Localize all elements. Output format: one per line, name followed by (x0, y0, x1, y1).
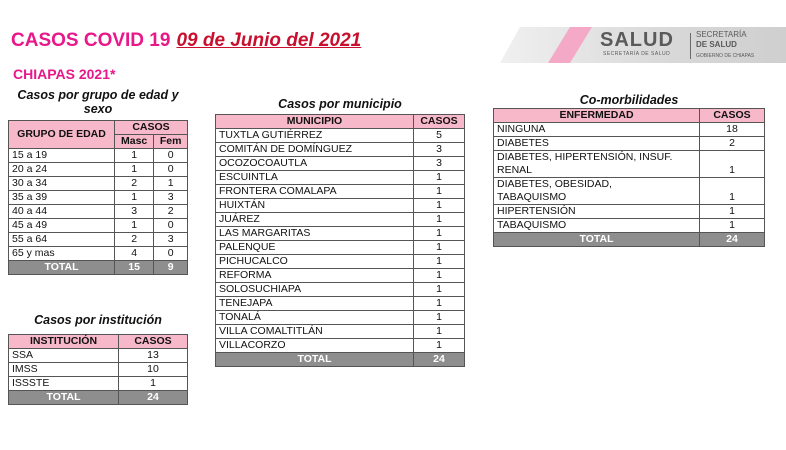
edad-masc-cell: 2 (115, 233, 154, 247)
municipio-casos-cell: 1 (414, 171, 465, 185)
institucion-casos-cell: 13 (119, 349, 188, 363)
comorb-casos-cell: 1 (700, 151, 765, 178)
edad-masc-cell: 1 (115, 149, 154, 163)
municipio-name-cell: COMITÁN DE DOMÍNGUEZ (216, 143, 414, 157)
municipio-row (216, 129, 465, 143)
municipio-row (216, 269, 465, 283)
municipio-casos-cell: 1 (414, 269, 465, 283)
municipio-table (215, 114, 465, 367)
comorb-heading: Co-morbilidades (579, 93, 679, 107)
logo-salud: SALUD (600, 29, 674, 51)
municipio-row (216, 283, 465, 297)
edad-fem-cell: 0 (154, 149, 188, 163)
comorb-enf-line1: DIABETES (497, 137, 549, 149)
comorb-table (493, 108, 765, 247)
municipio-row (216, 171, 465, 185)
municipio-name-cell: PICHUCALCO (216, 255, 414, 269)
institucion-heading: Casos por institución (34, 313, 162, 327)
edad-total-fem: 9 (154, 261, 188, 275)
comorb-enf-cell (494, 123, 700, 137)
page-subtitle: CHIAPAS 2021* (13, 66, 116, 82)
municipio-name-cell: SOLOSUCHIAPA (216, 283, 414, 297)
municipio-name-cell: TONALÁ (216, 311, 414, 325)
logo-secretaria: SECRETARÍA (696, 30, 747, 39)
municipio-name-cell: REFORMA (216, 269, 414, 283)
municipio-name-cell: TUXTLA GUTIÉRREZ (216, 129, 414, 143)
municipio-casos-cell: 1 (414, 283, 465, 297)
municipio-row (216, 339, 465, 353)
edad-row (9, 247, 188, 261)
municipio-row (216, 213, 465, 227)
municipio-casos-cell: 1 (414, 325, 465, 339)
edad-col-masc: Masc (115, 135, 154, 149)
edad-fem-cell: 1 (154, 177, 188, 191)
institucion-col-name: INSTITUCIÓN (9, 335, 119, 349)
edad-masc-cell: 2 (115, 177, 154, 191)
edad-fem-cell: 3 (154, 233, 188, 247)
institucion-name-cell: ISSSTE (9, 377, 119, 391)
edad-fem-cell: 0 (154, 219, 188, 233)
edad-col-fem: Fem (154, 135, 188, 149)
logo-divider (690, 33, 691, 59)
comorb-row (494, 205, 765, 219)
edad-heading: Casos por grupo de edad y sexo (17, 88, 179, 116)
edad-group-cell: 20 a 24 (9, 163, 115, 177)
comorb-enf-cell (494, 178, 700, 205)
municipio-row (216, 297, 465, 311)
comorb-enf-line1: DIABETES, OBESIDAD, (497, 178, 612, 190)
municipio-casos-cell: 1 (414, 255, 465, 269)
municipio-name-cell: ESCUINTLA (216, 171, 414, 185)
municipio-casos-cell: 1 (414, 213, 465, 227)
comorb-enf-line2: RENAL (497, 164, 533, 176)
edad-col-group: GRUPO DE EDAD (9, 121, 115, 149)
edad-fem-cell: 0 (154, 163, 188, 177)
edad-row (9, 149, 188, 163)
municipio-row (216, 143, 465, 157)
institucion-row (9, 363, 188, 377)
institucion-row (9, 377, 188, 391)
comorb-casos-cell: 2 (700, 137, 765, 151)
municipio-casos-cell: 3 (414, 143, 465, 157)
municipio-casos-cell: 1 (414, 227, 465, 241)
edad-fem-cell: 0 (154, 247, 188, 261)
edad-row (9, 177, 188, 191)
comorb-enf-cell (494, 137, 700, 151)
edad-group-cell: 45 a 49 (9, 219, 115, 233)
municipio-casos-cell: 3 (414, 157, 465, 171)
municipio-name-cell: HUIXTÁN (216, 199, 414, 213)
comorb-col-enf: ENFERMEDAD (494, 109, 700, 123)
municipio-name-cell: VILLA COMALTITLÁN (216, 325, 414, 339)
comorb-enf-line2: TABAQUISMO (497, 191, 567, 203)
municipio-casos-cell: 1 (414, 185, 465, 199)
municipio-heading: Casos por municipio (278, 97, 402, 111)
municipio-casos-cell: 1 (414, 199, 465, 213)
edad-group-cell: 35 a 39 (9, 191, 115, 205)
municipio-row (216, 311, 465, 325)
municipio-col-casos: CASOS (414, 115, 465, 129)
municipio-name-cell: FRONTERA COMALAPA (216, 185, 414, 199)
municipio-row (216, 157, 465, 171)
comorb-total-label: TOTAL (494, 233, 700, 247)
edad-group-cell: 55 a 64 (9, 233, 115, 247)
comorb-total: 24 (700, 233, 765, 247)
comorb-enf-cell (494, 151, 700, 178)
municipio-casos-cell: 1 (414, 241, 465, 255)
page-title (11, 30, 361, 52)
municipio-name-cell: TENEJAPA (216, 297, 414, 311)
municipio-casos-cell: 1 (414, 297, 465, 311)
municipio-name-cell: LAS MARGARITAS (216, 227, 414, 241)
logo-subtext: SECRETARÍA DE SALUD (603, 51, 671, 57)
comorb-enf-cell (494, 205, 700, 219)
municipio-row (216, 325, 465, 339)
municipio-casos-cell: 5 (414, 129, 465, 143)
edad-col-cases: CASOS (115, 121, 188, 135)
municipio-name-cell: VILLACORZO (216, 339, 414, 353)
edad-masc-cell: 1 (115, 191, 154, 205)
report-date: 09 de Junio del 2021 (176, 30, 362, 51)
institucion-row (9, 349, 188, 363)
municipio-casos-cell: 1 (414, 311, 465, 325)
institucion-col-casos: CASOS (119, 335, 188, 349)
institucion-table (8, 334, 188, 405)
comorb-row (494, 151, 765, 178)
municipio-row (216, 199, 465, 213)
edad-fem-cell: 3 (154, 191, 188, 205)
edad-fem-cell: 2 (154, 205, 188, 219)
municipio-name-cell: OCOZOCOAUTLA (216, 157, 414, 171)
institucion-total: 24 (119, 391, 188, 405)
comorb-row (494, 178, 765, 205)
comorb-casos-cell: 1 (700, 205, 765, 219)
comorb-casos-cell: 18 (700, 123, 765, 137)
comorb-enf-line1: NINGUNA (497, 123, 546, 135)
edad-row (9, 163, 188, 177)
edad-row (9, 191, 188, 205)
edad-row (9, 205, 188, 219)
comorb-enf-line1: TABAQUISMO (497, 219, 567, 231)
edad-group-cell: 65 y mas (9, 247, 115, 261)
municipio-name-cell: PALENQUE (216, 241, 414, 255)
edad-group-cell: 15 a 19 (9, 149, 115, 163)
comorb-row (494, 219, 765, 233)
comorb-row (494, 137, 765, 151)
edad-total-masc: 15 (115, 261, 154, 275)
comorb-row (494, 123, 765, 137)
logo-de-salud: DE SALUD (696, 40, 737, 49)
institucion-name-cell: IMSS (9, 363, 119, 377)
edad-group-cell: 30 a 34 (9, 177, 115, 191)
edad-masc-cell: 1 (115, 163, 154, 177)
municipio-row (216, 185, 465, 199)
comorb-col-casos: CASOS (700, 109, 765, 123)
comorb-enf-cell (494, 219, 700, 233)
edad-masc-cell: 4 (115, 247, 154, 261)
edad-row (9, 219, 188, 233)
comorb-enf-line1: HIPERTENSIÓN (497, 205, 576, 217)
institucion-casos-cell: 1 (119, 377, 188, 391)
municipio-row (216, 241, 465, 255)
municipio-total: 24 (414, 353, 465, 367)
edad-total-label: TOTAL (9, 261, 115, 275)
municipio-total-label: TOTAL (216, 353, 414, 367)
institucion-casos-cell: 10 (119, 363, 188, 377)
edad-table (8, 120, 188, 275)
municipio-casos-cell: 1 (414, 339, 465, 353)
municipio-name-cell: JUÁREZ (216, 213, 414, 227)
institucion-total-label: TOTAL (9, 391, 119, 405)
municipio-row (216, 255, 465, 269)
comorb-enf-line1: DIABETES, HIPERTENSIÓN, INSUF. (497, 151, 673, 163)
comorb-casos-cell: 1 (700, 219, 765, 233)
title-text: CASOS COVID 19 (11, 30, 171, 51)
comorb-casos-cell: 1 (700, 178, 765, 205)
institucion-name-cell: SSA (9, 349, 119, 363)
edad-row (9, 233, 188, 247)
edad-group-cell: 40 a 44 (9, 205, 115, 219)
edad-masc-cell: 3 (115, 205, 154, 219)
municipio-col-name: MUNICIPIO (216, 115, 414, 129)
edad-masc-cell: 1 (115, 219, 154, 233)
logo-gobierno: GOBIERNO DE CHIAPAS (696, 53, 755, 59)
municipio-row (216, 227, 465, 241)
